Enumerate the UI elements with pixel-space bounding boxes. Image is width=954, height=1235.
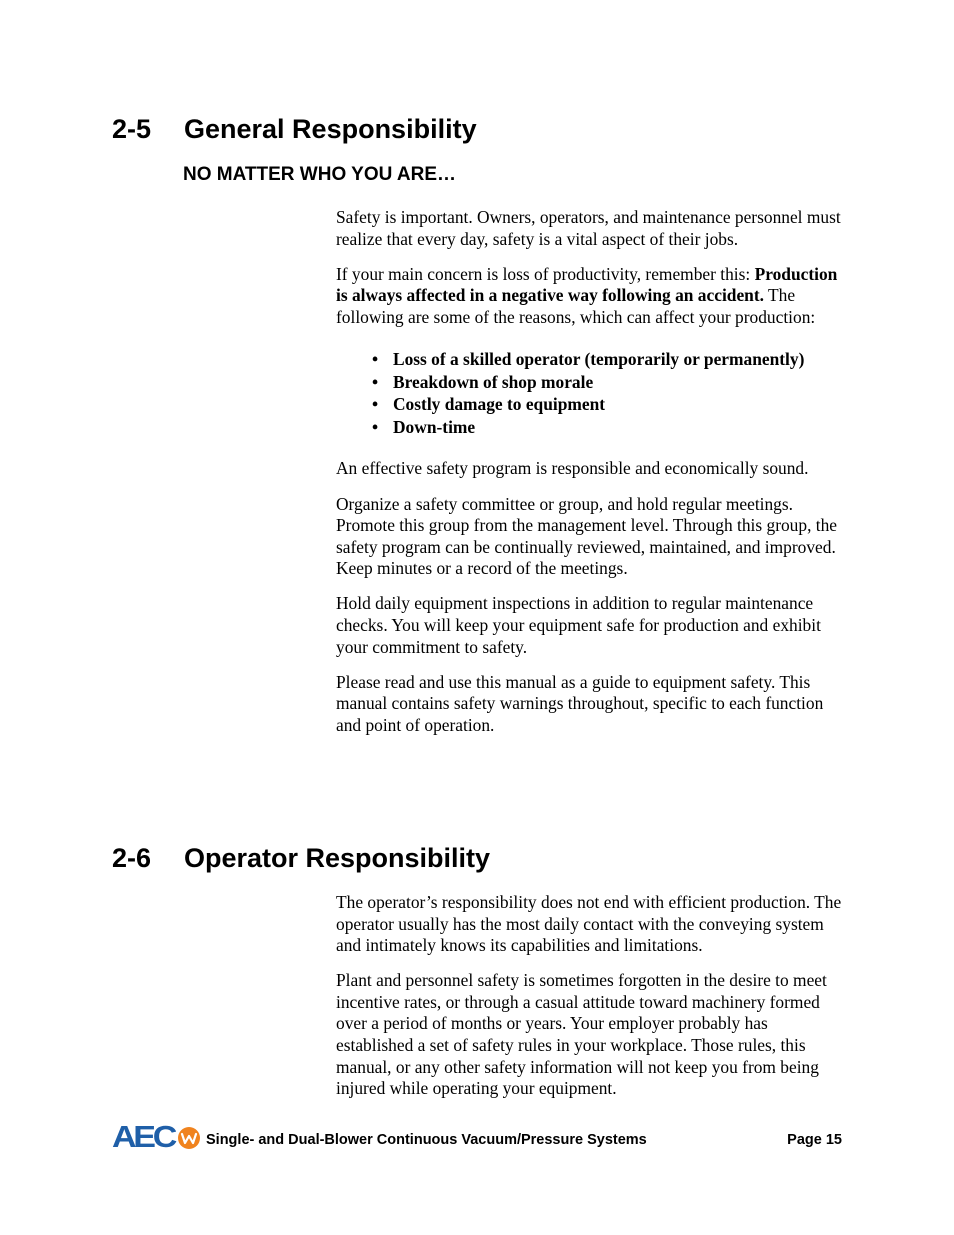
section-number: 2-6: [112, 843, 152, 873]
section-2-5-body: [336, 207, 846, 750]
section-heading-2-6: [112, 842, 490, 874]
paragraph-tail: The following are some of the reasons, which can affect your production:: [336, 285, 816, 327]
section-number: 2-5: [112, 114, 152, 144]
page-number: Page 15: [787, 1132, 842, 1148]
list-item: • Loss of a skilled operator (temporarily or permanently): [372, 349, 805, 370]
bullet-icon: •: [372, 371, 379, 392]
paragraph: An effective safety program is responsible and economically sound.: [336, 458, 809, 479]
paragraph-lead: If your main concern is loss of productivity, remember this:: [336, 263, 755, 284]
aec-logo-icon: [112, 1123, 202, 1151]
bullet-icon: •: [372, 416, 379, 437]
list-item: • Down-time: [372, 416, 476, 437]
section-2-6-body: [336, 892, 846, 1113]
paragraph-emphasis: Production is always affected in a negative way following an accident.: [336, 263, 838, 306]
section-title: Operator Responsibility: [184, 843, 491, 873]
paragraph: Plant and personnel safety is sometimes forgotten in the desire to meet incentive rates, or through a casual attitude toward machinery formed over a period of months or years. Your employer probably has established a set of safety rules in your workplace. Those rules, this manual, or any other safety information will not keep you from being injured while operating your equipment.: [336, 970, 827, 1099]
paragraph: [336, 264, 846, 329]
page-footer: [112, 1122, 842, 1152]
section-title: General Responsibility: [184, 114, 477, 144]
bullet-icon: •: [372, 394, 379, 415]
paragraph: Organize a safety committee or group, and hold regular meetings. Promote this group from the management level. Through this group, the safety program can be continually reviewed, maintained, and improved. Keep minutes or a record of the meetings.: [336, 493, 838, 579]
paragraph: Please read and use this manual as a guide to equipment safety. This manual contains safety warnings throughout, specific to each function and point of operation.: [336, 671, 824, 735]
footer-title: Single- and Dual-Blower Continuous Vacuum/Pressure Systems: [206, 1132, 647, 1148]
paragraph: The operator’s responsibility does not end with efficient production. The operator usually has the most daily contact with the conveying system and intimately knows its capabilities and limitations.: [336, 892, 842, 956]
list-item: • Costly damage to equipment: [372, 394, 606, 415]
paragraph: Hold daily equipment inspections in addition to regular maintenance checks. You will keep your equipment safe for production and exhibit your commitment to safety.: [336, 593, 821, 657]
list-item: • Breakdown of shop morale: [372, 371, 594, 392]
reasons-list: [336, 348, 846, 438]
paragraph: Safety is important. Owners, operators, and maintenance personnel must realize that every day, safety is a vital aspect of their jobs.: [336, 207, 841, 249]
section-heading-2-5: [112, 113, 477, 145]
bullet-icon: •: [372, 349, 379, 370]
subheading: NO MATTER WHO YOU ARE…: [183, 164, 457, 185]
logo-wordmark: AEC: [112, 1123, 177, 1151]
